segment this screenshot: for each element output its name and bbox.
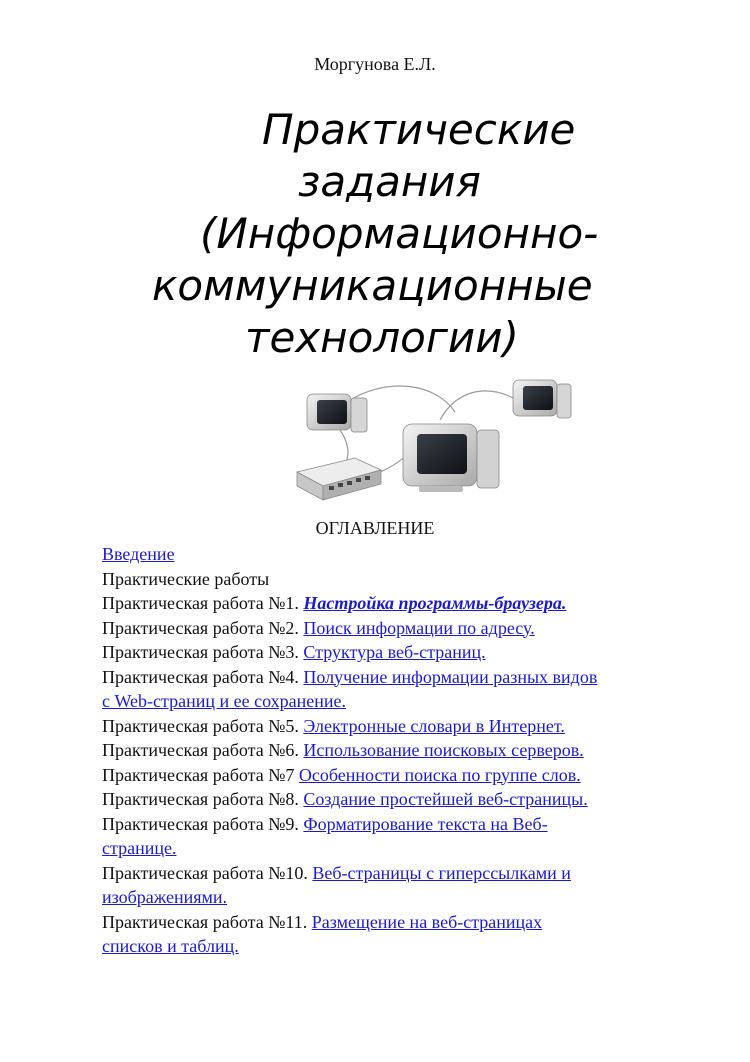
toc-item [102,763,722,788]
computer-right-icon [513,380,571,418]
toc-link-3[interactable]: Структура веб-страниц. [303,642,486,662]
toc-item [102,665,722,714]
toc-item [102,640,722,665]
author-name: Моргунова Е.Л. [314,54,436,74]
toc-link-4-cont[interactable]: с Web-страниц и ее сохранение. [102,691,347,711]
toc-item-prefix: Практическая работа №10. [102,862,313,883]
network-hub-icon [297,458,381,500]
toc-item [102,812,722,861]
title-line-3: (Информационно- [200,209,599,258]
network-computers-icon [285,372,575,512]
toc-item [102,738,722,763]
toc-item-prefix: Практическая работа №5. [102,715,304,736]
toc-link-8[interactable]: Создание простейшей веб-страницы. [303,789,588,809]
title-line-2: задания [298,157,481,206]
computer-left-icon [307,394,367,432]
toc-link-7[interactable]: Особенности поиска по группе слов. [298,764,581,785]
toc-item-prefix: Практическая работа №1. [102,593,304,613]
title-line-1: Практические [262,105,576,154]
toc-link-10-cont[interactable]: изображениями. [102,887,228,907]
title-line-5: технологии) [245,313,519,362]
title-line-4: коммуникационные [152,261,593,310]
toc-item [102,910,722,959]
toc-item-prefix: Практическая работа №9. [102,813,304,834]
toc-link-2[interactable]: Поиск информации по адресу. [303,617,535,638]
toc-item-prefix: Практическая работа №6. [102,740,304,760]
toc-item-prefix: Практическая работа №8. [102,789,304,809]
computer-center-icon [403,424,499,492]
toc-item-prefix: Практическая работа №2. [102,617,304,638]
toc-heading: ОГЛАВЛЕНИЕ [315,518,435,538]
toc-link-1[interactable]: Настройка программы-браузера. [303,593,567,613]
toc-link-intro[interactable]: Введение [102,544,175,564]
toc-item-prefix: Практическая работа №11. [102,911,312,932]
toc-link-4[interactable]: Получение информации разных видов [303,666,598,687]
toc-link-11-cont[interactable]: списков и таблиц. [102,936,239,956]
toc-item [102,714,722,739]
toc-link-9-cont[interactable]: странице. [102,838,177,858]
toc-section-label: Практические работы [102,568,270,589]
toc-item-prefix: Практическая работа №4. [102,666,304,687]
toc-item-prefix: Практическая работа №3. [102,642,304,662]
toc-item [102,591,722,616]
toc-item [102,861,722,910]
toc-link-9[interactable]: Форматирование текста на Веб- [303,813,548,834]
toc-link-11[interactable]: Размещение на веб-страницах [311,911,543,932]
toc-item [102,787,722,812]
toc-intro-row [102,542,722,567]
toc-link-10[interactable]: Веб-страницы с гиперссылками и [312,862,571,883]
toc-link-5[interactable]: Электронные словари в Интернет. [303,715,565,736]
toc-item-prefix: Практическая работа №7 [102,764,299,785]
toc-item [102,616,722,641]
table-of-contents [102,542,722,959]
toc-link-6[interactable]: Использование поисковых серверов. [303,740,584,760]
